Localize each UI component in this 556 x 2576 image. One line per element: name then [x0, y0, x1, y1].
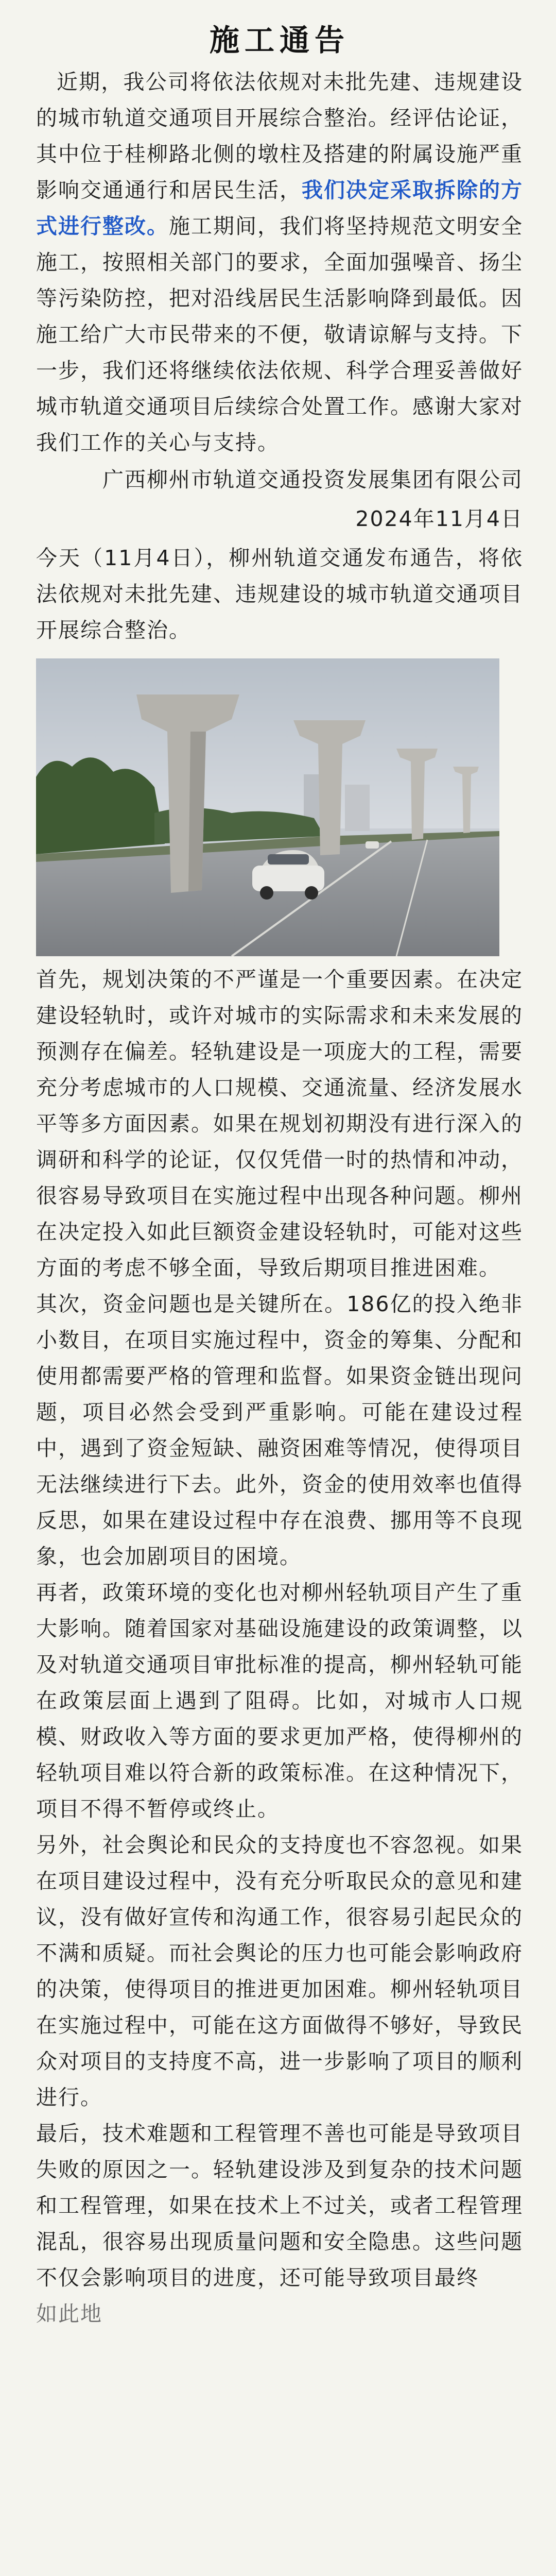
analysis-paragraph-3: 再者，政策环境的变化也对柳州轻轨项目产生了重大影响。随着国家对基础设施建设的政策调整，以及对轨道交通项目审批标准的提高，柳州轻轨可能在政策层面上遇到了阻碍。比如，对城市人口规模、财政收入等方面的要求更加严格，使得柳州的轻轨项目难以符合新的政策标准。在这种情况下，项目不得不暂停或终止。: [36, 1580, 523, 1821]
elevated-rail-pillars-photo: [36, 658, 499, 956]
analysis-paragraph-2: 其次，资金问题也是关键所在。186亿的投入绝非小数目，在项目实施过程中，资金的筹集、分配和使用都需要严格的管理和监督。如果资金链出现问题，项目必然会受到严重影响。可能在建设过程中，遇到了资金短缺、融资困难等情况，使得项目无法继续进行下去。此外，资金的使用效率也值得反思，如果在建设过程中存在浪费、挪用等不良现象，也会加剧项目的困境。: [36, 1292, 523, 1569]
photo-illustration: [36, 658, 499, 956]
notice-date: 2024年11月4日: [355, 506, 523, 531]
distant-car: [366, 841, 379, 849]
notice-body-text-continued: 施工期间，我们将坚持规范文明安全施工，按照相关部门的要求，全面加强噪音、扬尘等污染防控，把对沿线居民生活影响降到最低。因施工给广大市民带来的不便，敬请谅解与支持。下一步，我们还将继续依法依规、科学合理妥善做好城市轨道交通项目后续综合处置工作。感谢大家对我们工作的关心与支持。: [36, 214, 523, 455]
notice-highlight-text: 我们决定采取拆除的方式进行整改。: [36, 178, 523, 239]
analysis-trailing-fragment: 如此地: [36, 2301, 102, 2326]
notice-title: 施工通告: [209, 23, 350, 58]
analysis-paragraph-4: 另外，社会舆论和民众的支持度也不容忽视。如果在项目建设过程中，没有充分听取民众的意见和建议，没有做好宣传和沟通工作，很容易引起民众的不满和质疑。而社会舆论的压力也可能会影响政府的决策，使得项目的推进更加困难。柳州轻轨项目在实施过程中，可能在这方面做得不够好，导致民众对项目的支持度不高，进一步影响了项目的顺利进行。: [36, 1833, 523, 2110]
notice-body-text: 近期，我公司将依法依规对未批先建、违规建设的城市轨道交通项目开展综合整治。经评估论证，其中位于桂柳路北侧的墩柱及搭建的附属设施严重影响交通通行和居民生活，: [36, 70, 523, 202]
distant-building: [345, 785, 370, 831]
notice-signature: 广西柳州市轨道交通投资发展集团有限公司: [102, 467, 523, 492]
notice-body: [36, 64, 523, 461]
analysis-paragraph-1: 首先，规划决策的不严谨是一个重要因素。在决定建设轻轨时，或许对城市的实际需求和未来发展的预测存在偏差。轻轨建设是一项庞大的工程，需要充分考虑城市的人口规模、交通流量、经济发展水平等多方面因素。如果在规划初期没有进行深入的调研和科学的论证，仅仅凭借一时的热情和冲动，很容易导致项目在实施过程中出现各种问题。柳州在决定投入如此巨额资金建设轻轨时，可能对这些方面的考虑不够全面，导致后期项目推进困难。: [36, 967, 523, 1280]
analysis-paragraph-5: 最后，技术难题和工程管理不善也可能是导致项目失败的原因之一。轻轨建设涉及到复杂的技术问题和工程管理，如果在技术上不过关，或者工程管理混乱，很容易出现质量问题和安全隐患。这些问题不仅会影响项目的进度，还可能导致项目最终: [36, 2121, 523, 2290]
news-intro-paragraph: 今天（11月4日），柳州轨道交通发布通告，将依法依规对未批先建、违规建设的城市轨道交通项目开展综合整治。: [36, 546, 523, 642]
analysis-section: [36, 961, 523, 2332]
